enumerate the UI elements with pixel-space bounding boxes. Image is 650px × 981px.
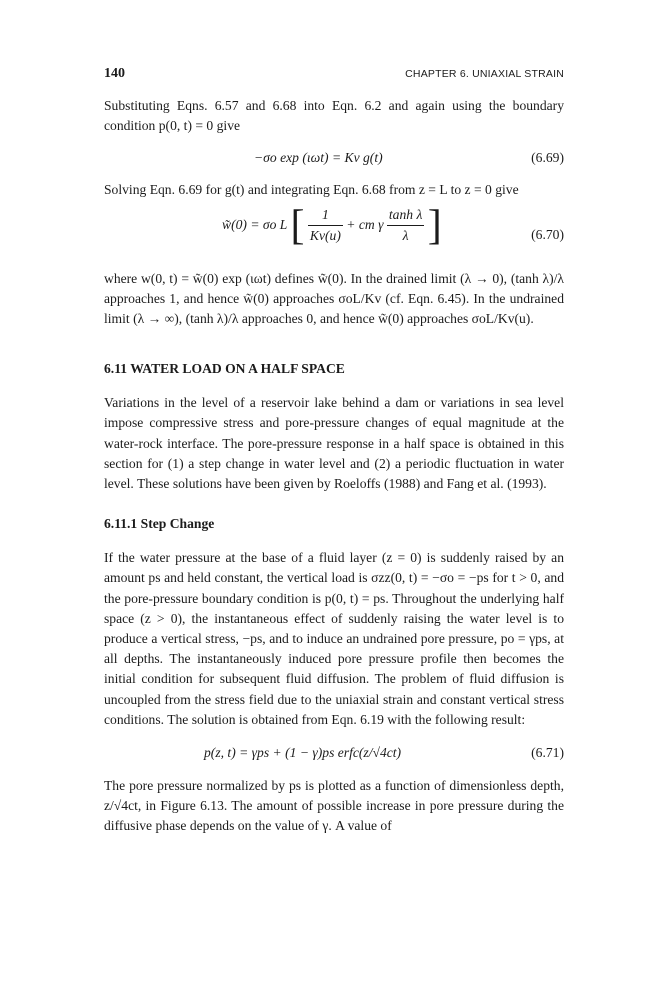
equation-number: (6.71) (531, 745, 564, 761)
chapter-title: CHAPTER 6. UNIAXIAL STRAIN (405, 68, 564, 80)
equation-number: (6.69) (531, 150, 564, 166)
paragraph-solving: Solving Eqn. 6.69 for g(t) and integrating Eqn. 6.68 from z = L to z = 0 give (104, 182, 519, 198)
equation-6-71 (104, 730, 564, 776)
equation-body: −σo exp (ιωt) = Kv g(t) (254, 150, 383, 166)
equation-body: p(z, t) = γps + (1 − γ)ps erfc(z/√4ct) (204, 745, 402, 761)
paragraph-substituting: Substituting Eqns. 6.57 and 6.68 into Eqn. 6.2 and again using the boundary condition p(0, t) = 0 give (104, 98, 564, 134)
paragraph-pore-pressure: The pore pressure normalized by ps is plotted as a function of dimensionless depth, z/√4ct, in Figure 6.13. The amount of possible increase in pore pressure during the diffusive phase depends on the value of γ. A value of (104, 778, 564, 834)
subsection-heading: 6.11.1 Step Change (104, 516, 215, 532)
fraction-one-over-k: $\frac{1}{Kv(u)}$ (309, 207, 341, 244)
equation-lhs: w̃(0) = σo L (222, 216, 288, 232)
equation-number: (6.70) (531, 226, 564, 242)
section-heading: 6.11 WATER LOAD ON A HALF SPACE (104, 361, 345, 377)
equation-mid-term: + cm γ (346, 216, 384, 232)
equation-6-70 (104, 201, 564, 269)
right-bracket: ] (427, 202, 442, 249)
paragraph-water-load: Variations in the level of a reservoir lake behind a dam or variations in sea level impose compressive stress and pore-pressure changes of equal magnitude at the water-rock interface. The pore-pressure response in a half space is obtained in this section for (1) a step change in water level and (2) a periodic fluctuation in water level. These solutions have been given by Roeloffs (1988) and Fang et al. (1993). (104, 395, 564, 492)
page (104, 66, 564, 837)
equation-6-69 (104, 136, 564, 180)
running-header (104, 66, 564, 88)
page-number: 140 (104, 66, 125, 81)
paragraph-step-change: If the water pressure at the base of a fluid layer (z = 0) is suddenly raised by an amount ps and held constant, the vertical load is σzz(0, t) = −σo = −ps for t > 0, and the pore-pressure boundary condition is p(0, t) = ps. Throughout the underlying half space (z > 0), the instantaneous effect of suddenly raising the water level is to produce a vertical stress, −ps, and to induce an undrained pore pressure, po = γps, at all depths. The instantaneously induced pore pressure profile then becomes the initial condition for subsequent fluid diffusion. The problem of fluid diffusion is uncoupled from the stress field due to the uniaxial strain and constant vertical stress conditions. The solution is obtained from Eqn. 6.19 with the following result: (104, 550, 564, 727)
fraction-tanh: $\frac{\text{tanh λ}}{\lambda}$ (388, 207, 423, 244)
left-bracket: [ (290, 202, 305, 249)
paragraph-drained-limit: where w(0, t) = w̃(0) exp (ιωt) defines w̃(0). In the drained limit (λ → 0), (tanh λ)/λ approaches 1, and hence w̃(0) approaches σoL/Kv (cf. Eqn. 6.45). In the undrained limit (λ → ∞), (tanh λ)/λ approaches 0, and hence w̃(0) approaches σoL/Kv(u). (104, 270, 564, 327)
